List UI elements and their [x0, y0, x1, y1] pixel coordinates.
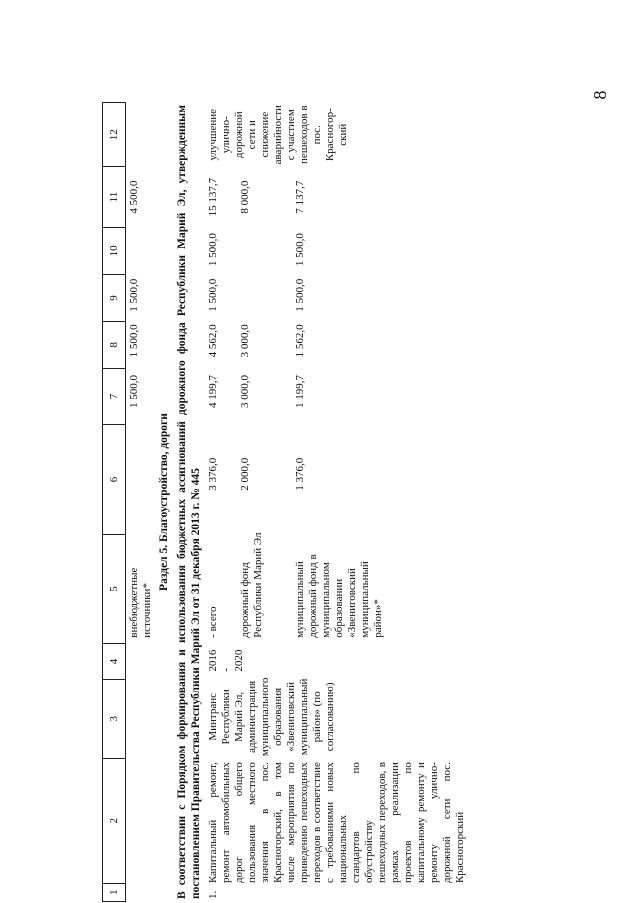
item-description: Капитальный ремонт, ремонт автомобильных дорог общего пользования местного значения в пос. Красногорский, в том числе мероприятия по приведению пешеходных переходов в соответствие с требованиями новых национальных стандартов по обустройству пешеходных переходов, в рамках реализации проектов по капитальному ремонту и ремонту улично-дорожной сети пос. Красногорский [207, 762, 466, 884]
col-num-1: 1 [103, 883, 126, 901]
item-result: улучшение улично-дорожной сети и снижение аварийности с участием пешеходов в пос. Красногор-ский [207, 105, 349, 165]
col-num-4: 4 [103, 644, 126, 680]
intro-paragraph: В соответствии с Порядком формирования и использования бюджетных ассигнований дорожного фонда Республики Марий Эл, утвержденным постановлением Правительства Республики Марий Эл от 31 декабря 2013 г. № 445 [176, 105, 202, 899]
value-cell: 1 500,0 [128, 278, 140, 312]
col-num-10: 10 [103, 227, 126, 274]
funding-source: дорожный фонд Республики Марий Эл [238, 532, 264, 638]
col-num-2: 2 [103, 758, 126, 883]
table-row [205, 102, 237, 902]
col-num-11: 11 [103, 167, 126, 227]
value-cell: 1 376,0 [294, 457, 307, 491]
value-cell [237, 272, 293, 318]
item-executor: Минтранс Республики Марий Эл, администрация муниципального образования «Звениговский муниципальный район» (по согласованию) [207, 677, 336, 757]
column-number-header [102, 102, 126, 902]
col-num-12: 12 [103, 103, 126, 167]
value-cell: 4 199,7 [207, 374, 219, 408]
col-num-8: 8 [103, 321, 126, 368]
value-cell: 1 500,0 [294, 233, 307, 267]
value-cell: 1 500,0 [294, 278, 307, 312]
value-cell: 15 137,7 [207, 177, 219, 217]
value-cell: 2 000,0 [238, 457, 251, 491]
value-cell: 4 500,0 [128, 180, 140, 214]
col-num-7: 7 [103, 368, 126, 424]
value-cell: 3 376,0 [207, 457, 219, 491]
value-cell: 1 500,0 [128, 324, 140, 358]
value-cell: 1 199,7 [294, 374, 307, 408]
value-cell: 4 562,0 [207, 324, 219, 358]
table-row [126, 102, 156, 902]
col-num-3: 3 [103, 679, 126, 758]
funding-source: муниципальный дорожный фонд в муниципальном образовании «Звениговский муниципальный район»* [294, 554, 385, 638]
value-cell: 3 000,0 [238, 324, 251, 358]
page-number: 8 [590, 90, 610, 100]
item-period: 2016 - 2020 [207, 649, 245, 672]
document-sheet [102, 102, 542, 902]
value-cell: 8 000,0 [238, 180, 251, 214]
value-cell: 1 500,0 [207, 233, 219, 267]
col-num-6: 6 [103, 425, 126, 535]
value-cell [237, 227, 293, 273]
section-title: Раздел 5. Благоустройство, дороги [158, 413, 170, 591]
program-table [126, 102, 469, 902]
funding-source: внебюджетные источники* [128, 567, 153, 638]
value-cell: 1 562,0 [294, 324, 307, 358]
col-num-5: 5 [103, 534, 126, 644]
value-cell: 3 000,0 [238, 374, 251, 408]
item-number: 1. [207, 890, 219, 899]
value-cell: 1 500,0 [128, 374, 140, 408]
col-num-9: 9 [103, 275, 126, 322]
funding-source: - всего [207, 606, 219, 638]
value-cell: 7 137,7 [294, 180, 307, 214]
value-cell: 1 500,0 [207, 278, 219, 312]
